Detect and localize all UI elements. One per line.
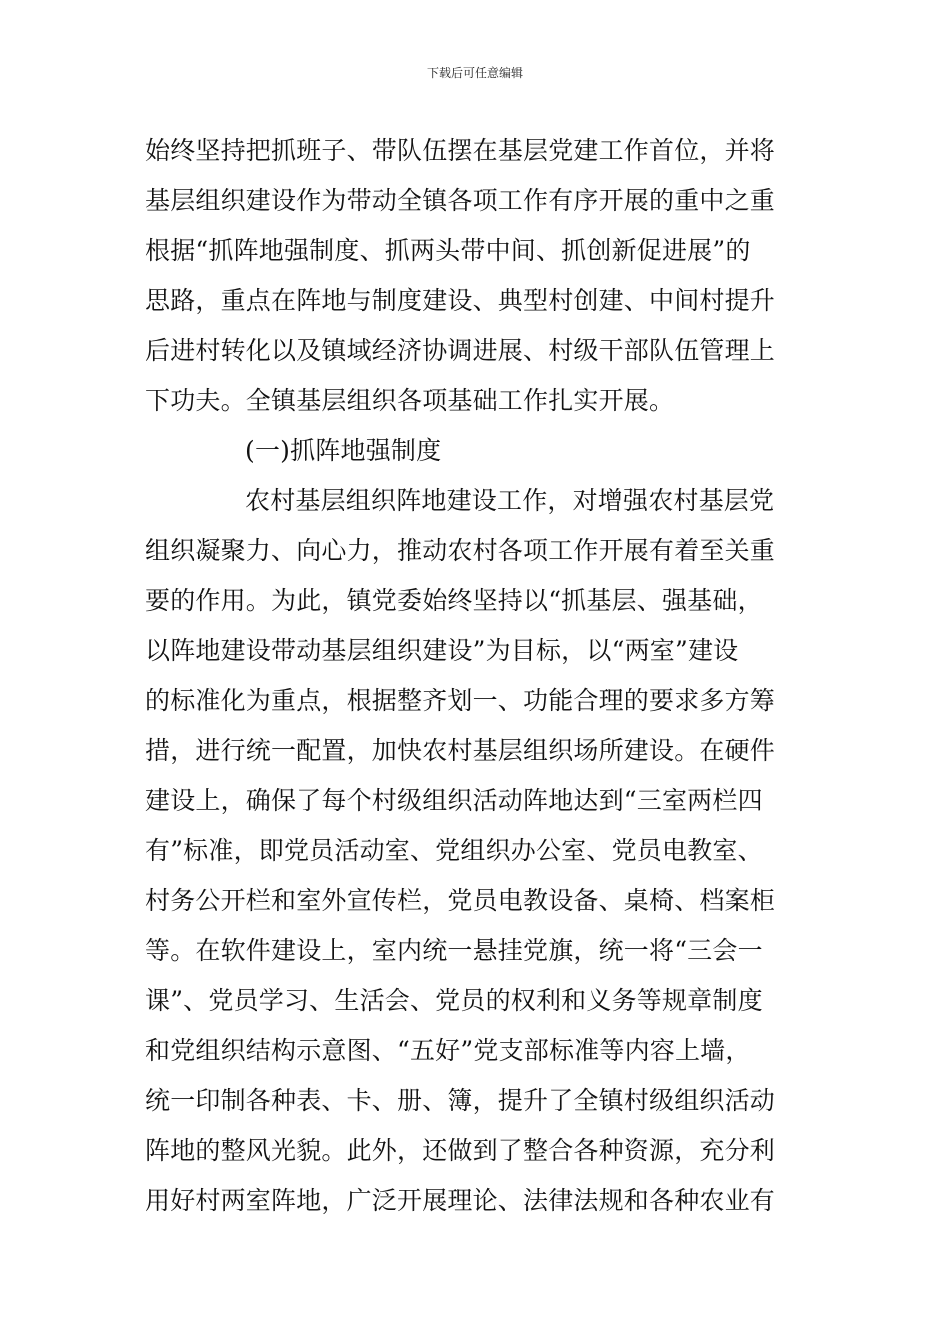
text-line: 建设上，确保了每个村级组织活动阵地达到“三室两栏四 bbox=[145, 786, 763, 815]
text-line: 基层组织建设作为带动全镇各项工作有序开展的重中之重 bbox=[145, 186, 776, 215]
section-heading: (一)抓阵地强制度 bbox=[245, 436, 442, 465]
text-line: 用好村两室阵地，广泛开展理论、法律法规和各种农业有 bbox=[145, 1186, 776, 1215]
text-line: 后进村转化以及镇域经济协调进展、村级干部队伍管理上 bbox=[145, 336, 776, 365]
text-line: 村务公开栏和室外宣传栏，党员电教设备、桌椅、档案柜 bbox=[145, 886, 776, 915]
text-line: 思路，重点在阵地与制度建设、典型村创建、中间村提升 bbox=[145, 286, 776, 315]
text-line: 农村基层组织阵地建设工作，对增强农村基层党 bbox=[245, 486, 775, 515]
text-line: 根据“抓阵地强制度、抓两头带中间、抓创新促进展”的 bbox=[145, 236, 751, 265]
paragraph-2 bbox=[145, 476, 810, 1226]
text-line: 统一印制各种表、卡、册、簿，提升了全镇村级组织活动 bbox=[145, 1086, 776, 1115]
text-line: 有”标准，即党员活动室、党组织办公室、党员电教室、 bbox=[145, 836, 763, 865]
text-line: 始终坚持把抓班子、带队伍摆在基层党建工作首位，并将 bbox=[145, 136, 776, 165]
text-line: 下功夫。全镇基层组织各项基础工作扎实开展。 bbox=[145, 386, 675, 415]
text-line: 和党组织结构示意图、“五好”党支部标准等内容上墙， bbox=[145, 1036, 751, 1065]
text-line: 要的作用。为此，镇党委始终坚持以“抓基层、强基础， bbox=[145, 586, 763, 615]
text-line: 等。在软件建设上，室内统一悬挂党旗，统一将“三会一 bbox=[145, 936, 763, 965]
page-header: 下载后可任意编辑 bbox=[426, 66, 523, 80]
document-body bbox=[145, 126, 810, 1226]
paragraph-1 bbox=[145, 126, 810, 426]
text-line: 组织凝聚力、向心力，推动农村各项工作开展有着至关重 bbox=[145, 536, 776, 565]
text-line: 课”、党员学习、生活会、党员的权利和义务等规章制度 bbox=[145, 986, 763, 1015]
text-line: 的标准化为重点，根据整齐划一、功能合理的要求多方筹 bbox=[145, 686, 776, 715]
text-line: 措，进行统一配置，加快农村基层组织场所建设。在硬件 bbox=[145, 736, 776, 765]
text-line: 以阵地建设带动基层组织建设”为目标，以“两室”建设 bbox=[145, 636, 739, 665]
text-line: 阵地的整风光貌。此外，还做到了整合各种资源，充分利 bbox=[145, 1136, 776, 1165]
